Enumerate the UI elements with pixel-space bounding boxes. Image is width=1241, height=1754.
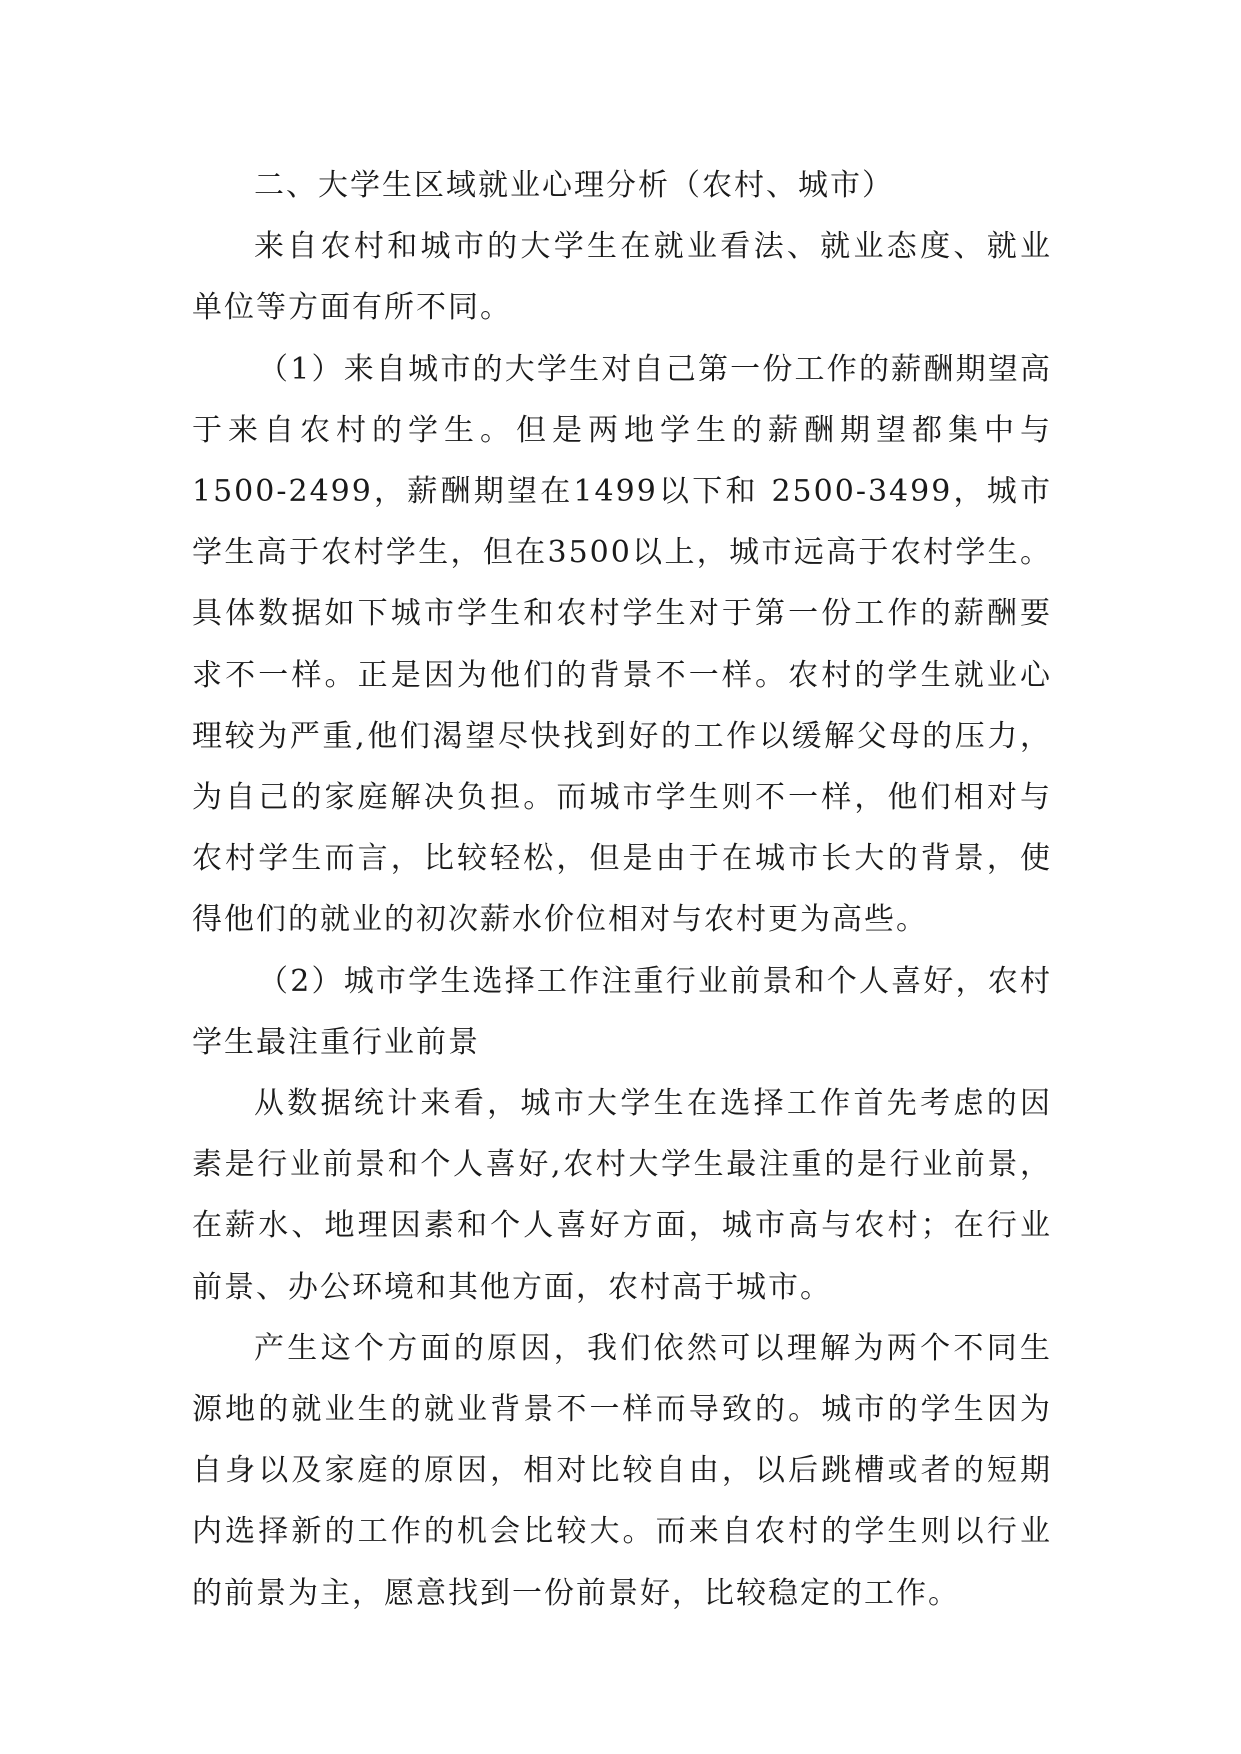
paragraph-point-2: （2）城市学生选择工作注重行业前景和个人喜好，农村学生最注重行业前景 — [192, 963, 1052, 1060]
document-body — [192, 155, 1052, 1624]
paragraph-point-1: （1）来自城市的大学生对自己第一份工作的薪酬期望高于来自农村的学生。但是两地学生的薪酬期望都集中与1500-2499，薪酬期望在1499以下和 2500-3499，城市学生高于农村学生，但在3500以上，城市远高于农村学生。具体数据如下城市学生和农村学生对于第一份工作的薪酬要求不一样。正是因为他们的背景不一样。农村的学生就业心理较为严重,他们渴望尽快找到好的工作以缓解父母的压力，为自己的家庭解决负担。而城市学生则不一样，他们相对与农村学生而言，比较轻松，但是由于在城市长大的背景，使得他们的就业的初次薪水价位相对与农村更为高些。 — [192, 351, 1052, 938]
section-heading: 二、大学生区域就业心理分析（农村、城市） — [254, 168, 894, 203]
paragraph-statistics: 从数据统计来看，城市大学生在选择工作首先考虑的因素是行业前景和个人喜好,农村大学生最注重的是行业前景，在薪水、地理因素和个人喜好方面，城市高与农村；在行业前景、办公环境和其他方面，农村高于城市。 — [192, 1086, 1052, 1305]
paragraph-intro: 来自农村和城市的大学生在就业看法、就业态度、就业单位等方面有所不同。 — [192, 229, 1052, 326]
paragraph-reasons: 产生这个方面的原因，我们依然可以理解为两个不同生源地的就业生的就业背景不一样而导致的。城市的学生因为自身以及家庭的原因，相对比较自由，以后跳槽或者的短期内选择新的工作的机会比较大。而来自农村的学生则以行业的前景为主，愿意找到一份前景好，比较稳定的工作。 — [192, 1330, 1052, 1611]
